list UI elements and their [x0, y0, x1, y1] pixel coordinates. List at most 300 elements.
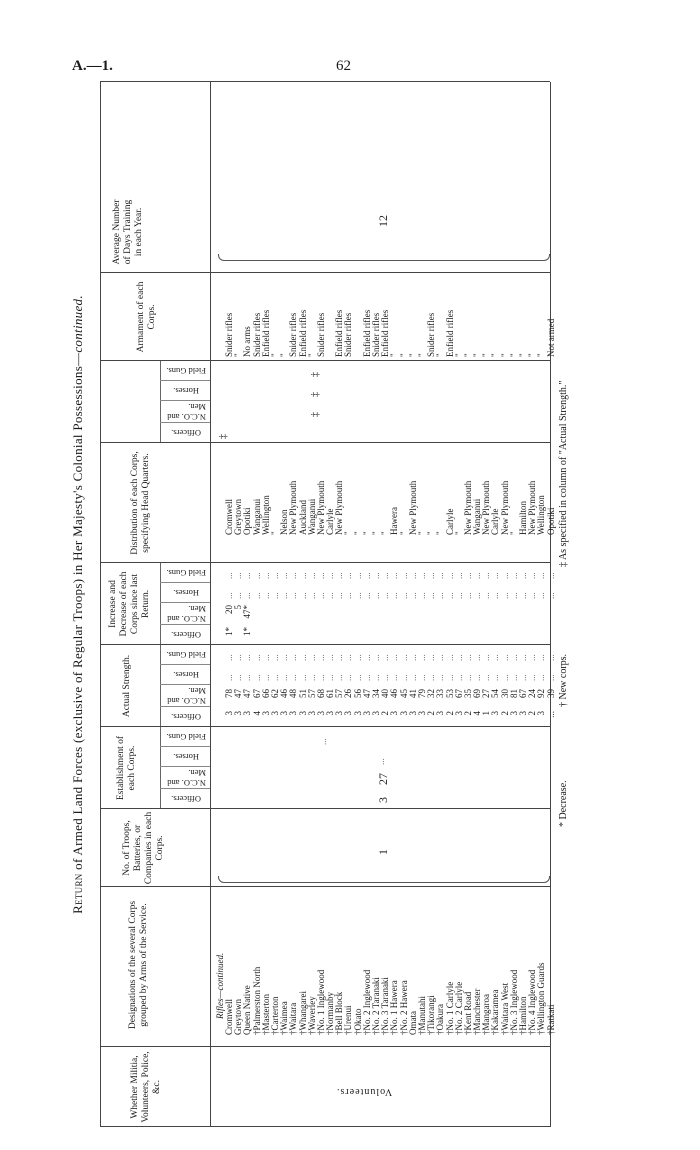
header-designations: Designations of the several Corps grouped by Arms of the Service.: [128, 900, 149, 1030]
table-cell: †Oakura: [435, 1004, 446, 1035]
table-cell: 3: [453, 711, 464, 716]
table-cell-dots: ...: [242, 592, 253, 599]
table-cell: †No. 2 Carlyle: [453, 981, 464, 1035]
table-cell: †Waimea: [279, 1001, 290, 1035]
table-cell: ": [233, 353, 244, 357]
table-cell-dots: ...: [389, 674, 400, 681]
table-cell: †Okato: [352, 1008, 363, 1035]
table-cell-dots: ...: [508, 592, 519, 599]
table-cell-dots: ...: [407, 592, 418, 599]
table-cell: 3: [435, 711, 446, 716]
table-cell-dots: ...: [279, 592, 290, 599]
dist-nco-mark: ‡: [310, 412, 321, 417]
table-cell: New Plymouth: [288, 480, 299, 535]
rotated-table-frame: [70, 82, 630, 1127]
table-cell: [317, 605, 326, 625]
table-cell: ": [398, 353, 409, 357]
table-cell: [464, 627, 473, 645]
table-cell: [464, 605, 473, 625]
table-cell-dots: ...: [426, 654, 437, 661]
table-cell-dots: ...: [453, 592, 464, 599]
table-cell: 62: [269, 689, 280, 698]
table-cell: ": [269, 531, 280, 535]
sub-est-officers: Officers.: [171, 794, 201, 804]
table-cell: [262, 627, 271, 645]
table-cell: 3: [407, 711, 418, 716]
table-cell-dots: ...: [545, 592, 556, 599]
table-cell-dots: ...: [242, 572, 253, 579]
table-cell: ": [472, 353, 483, 357]
table-cell: New Plymouth: [334, 480, 345, 535]
table-cell-dots: ...: [462, 592, 473, 599]
table-cell: Cromwell: [224, 999, 234, 1035]
table-cell: Queen Native: [242, 985, 253, 1035]
header-troops: No. of Troops, Batteries, or Companies in each Corps.: [122, 811, 165, 885]
table-cell: New Plymouth: [315, 480, 326, 535]
table-cell: ": [536, 353, 547, 357]
table-cell: [427, 627, 436, 645]
table-cell: †Waitara: [288, 1002, 299, 1035]
table-cell-dots: ...: [297, 572, 308, 579]
table-cell-dots: ...: [380, 592, 391, 599]
table-cell: [363, 627, 372, 645]
sub-dist-officers: Officers.: [171, 428, 201, 438]
column-head-quarters: [225, 445, 556, 535]
table-cell: [409, 605, 418, 625]
column-actual-nco: [225, 689, 556, 707]
table-cell: 3: [260, 711, 271, 716]
table-cell: [335, 605, 344, 625]
table-cell: †Manutahi: [416, 996, 427, 1035]
column-actual-horses: [225, 667, 556, 681]
table-cell: [253, 627, 262, 645]
table-cell: Carlyle: [325, 508, 336, 535]
table-cell: 3: [508, 711, 519, 716]
table-cell-dots: ...: [352, 572, 363, 579]
table-cell: Enfield rifles: [361, 309, 372, 357]
table-cell-dots: ...: [269, 592, 280, 599]
table-cell: 2: [527, 711, 538, 716]
table-cell-dots: ...: [371, 654, 381, 661]
bracket-average: [218, 254, 550, 261]
table-cell: [482, 627, 491, 645]
table-cell: [491, 605, 500, 625]
table-cell: Nelson: [279, 509, 290, 535]
table-cell-dots: ...: [361, 572, 372, 579]
table-cell: ": [343, 531, 354, 535]
table-cell: 56: [352, 689, 363, 698]
table-cell-dots: ...: [435, 654, 446, 661]
table-cell: [308, 627, 317, 645]
table-cell: [381, 605, 390, 625]
table-cell-dots: ...: [490, 572, 501, 579]
table-cell-dots: ...: [334, 572, 345, 579]
table-cell: Snider rifles: [343, 312, 354, 357]
table-cell: Enfield rifles: [260, 309, 271, 357]
vrule: [100, 1126, 550, 1127]
table-cell: 3: [224, 711, 234, 716]
column-inc-guns: [225, 565, 556, 579]
table-cell: 47: [233, 689, 244, 698]
table-cell: 20: [224, 605, 234, 614]
table-cell-dots: ...: [288, 572, 299, 579]
table-cell: 32: [426, 689, 437, 698]
column-designations: [225, 889, 556, 1035]
table-cell: 69: [472, 689, 483, 698]
table-cell-dots: ...: [251, 592, 262, 599]
table-cell: [262, 605, 271, 625]
table-cell-dots: ...: [352, 592, 363, 599]
table-cell: 67: [251, 689, 262, 698]
table-cell: Auckland: [297, 500, 308, 535]
table-cell: 81: [508, 689, 519, 698]
table-cell: 5: [233, 605, 244, 610]
table-cell: [537, 627, 546, 645]
table-cell: ": [435, 353, 446, 357]
table-cell-dots: ...: [297, 674, 308, 681]
table-cell: ": [306, 353, 317, 357]
table-cell-dots: ...: [435, 572, 446, 579]
table-cell: ": [499, 353, 510, 357]
table-cell: 1: [481, 711, 492, 716]
table-cell: †No. 4 Inglewood: [527, 969, 538, 1035]
table-cell: 30: [499, 689, 510, 698]
table-cell: [299, 627, 308, 645]
table-cell: New Plymouth: [407, 480, 418, 535]
table-cell: ...: [545, 711, 556, 718]
table-cell-dots: ...: [444, 592, 455, 599]
table-cell: [446, 627, 455, 645]
table-cell-dots: ...: [416, 674, 427, 681]
sub-est-guns: Field Guns.: [166, 732, 206, 742]
table-cell: 3: [416, 711, 427, 716]
table-cell: 46: [279, 689, 290, 698]
est-horses-value: ...: [376, 758, 386, 765]
table-cell: 45: [398, 689, 409, 698]
table-cell-dots: ...: [269, 654, 280, 661]
table-cell-dots: ...: [334, 592, 345, 599]
table-cell: †Masterton: [260, 994, 271, 1035]
table-cell: [289, 627, 298, 645]
table-cell-dots: ...: [508, 654, 519, 661]
table-cell-dots: ...: [398, 572, 409, 579]
rule-header-bottom: [210, 82, 211, 1127]
table-cell: 33: [435, 689, 446, 698]
table-cell-dots: ...: [224, 654, 234, 661]
table-cell: 2: [444, 711, 455, 716]
table-cell-dots: ...: [389, 572, 400, 579]
table-cell: [482, 605, 491, 625]
rule-increase: [160, 563, 161, 645]
table-cell: [491, 627, 500, 645]
table-cell: 3: [371, 711, 381, 716]
table-cell: [427, 605, 436, 625]
table-cell: Omata: [407, 1011, 418, 1035]
table-cell: 48: [288, 689, 299, 698]
table-cell-dots: ...: [361, 654, 372, 661]
table-cell-dots: ...: [352, 654, 363, 661]
table-cell: 3: [361, 711, 372, 716]
table-cell: 3: [315, 711, 326, 716]
table-cell: [501, 627, 510, 645]
table-cell-dots: ...: [499, 674, 510, 681]
table-cell: ": [352, 531, 363, 535]
table-cell: ": [279, 353, 290, 357]
table-cell-dots: ...: [426, 674, 437, 681]
table-cell: 3: [233, 711, 244, 716]
table-cell: †Urenui: [343, 1005, 354, 1035]
table-cell: [253, 605, 262, 625]
dist-officers-mark: ‡: [218, 434, 229, 439]
table-cell-dots: ...: [398, 592, 409, 599]
table-cell-dots: ...: [334, 654, 345, 661]
table-cell-dots: ...: [536, 572, 547, 579]
table-cell: [354, 627, 363, 645]
table-cell-dots: ...: [288, 592, 299, 599]
table-cell: †No. 1 Carlyle: [444, 981, 455, 1035]
table-cell: [280, 627, 289, 645]
table-cell: [473, 627, 482, 645]
table-cell: Enfield rifles: [334, 309, 345, 357]
table-cell: 79: [416, 689, 427, 698]
table-cell-dots: ...: [462, 654, 473, 661]
table-cell: [400, 605, 409, 625]
table-cell: Snider rifles: [288, 312, 299, 357]
table-cell: 51: [297, 689, 308, 698]
table-cell-dots: ...: [306, 592, 317, 599]
table-cell-dots: ...: [536, 592, 547, 599]
table-cell-dots: ...: [315, 654, 326, 661]
table-cell: †Normanby: [325, 992, 336, 1035]
table-cell: ": [435, 531, 446, 535]
sub-inc-guns: Field Guns.: [166, 568, 206, 578]
table-cell-dots: ...: [251, 654, 262, 661]
header-establishment: Establishment of each Corps.: [116, 735, 137, 801]
table-cell: Enfield rifles: [380, 309, 391, 357]
table-cell-dots: ...: [389, 592, 400, 599]
table-cell-dots: ...: [260, 654, 271, 661]
est-guns-value: ...: [318, 738, 328, 745]
table-cell: ": [269, 353, 280, 357]
table-cell: [418, 627, 427, 645]
table-cell-dots: ...: [352, 674, 363, 681]
table-cell: 57: [334, 689, 345, 698]
table-cell-dots: ...: [416, 572, 427, 579]
table-cell: [409, 627, 418, 645]
table-cell: 3: [536, 711, 547, 716]
table-cell: ": [453, 531, 464, 535]
table-cell: [473, 605, 482, 625]
table-cell: ": [481, 353, 492, 357]
table-cell: 3: [306, 711, 317, 716]
table-cell: 4: [251, 711, 262, 716]
table-cell-dots: ...: [472, 572, 483, 579]
table-cell: ": [490, 353, 501, 357]
table-cell-dots: ...: [472, 654, 483, 661]
table-cell: †Whangarei: [297, 991, 308, 1035]
table-cell: †No. 1 Inglewood: [315, 969, 326, 1035]
table-cell: †No. 3 Taranaki: [380, 977, 391, 1035]
table-cell-dots: ...: [224, 674, 234, 681]
title-lead: Return: [70, 873, 85, 914]
table-cell: †No. 2 Taranaki: [371, 977, 381, 1035]
table-cell: 34: [371, 689, 381, 698]
table-cell: [280, 605, 289, 625]
table-cell-dots: ...: [490, 674, 501, 681]
sub-act-guns: Field Guns.: [166, 650, 206, 660]
table-cell-dots: ...: [518, 654, 528, 661]
table-cell: 41: [407, 689, 418, 698]
table-cell-dots: ...: [545, 572, 556, 579]
table-cell-dots: ...: [462, 674, 473, 681]
table-cell-dots: ...: [380, 572, 391, 579]
table-cell: Hawera: [389, 507, 400, 535]
table-cell-dots: ...: [518, 674, 528, 681]
table-cell: 26: [343, 689, 354, 698]
table-cell: 53: [444, 689, 455, 698]
table-cell-dots: ...: [242, 674, 253, 681]
table-cell: Wanganui: [251, 498, 262, 535]
header-distribution: Distribution of each Corps, specifying Head Quarters.: [130, 451, 151, 555]
table-cell: Cromwell: [224, 499, 234, 535]
table-cell: ": [426, 531, 437, 535]
table-cell: 2: [462, 711, 473, 716]
table-cell-dots: ...: [306, 572, 317, 579]
table-cell-dots: ...: [224, 572, 234, 579]
table-cell: [381, 627, 390, 645]
table-cell: 78: [224, 689, 234, 698]
table-cell-dots: ...: [297, 592, 308, 599]
table-cell-dots: ...: [334, 674, 345, 681]
bracket-troops: [218, 876, 550, 883]
table-cell-dots: ...: [325, 674, 336, 681]
table-cell: Wanganui: [306, 498, 317, 535]
table-cell-dots: ...: [407, 572, 418, 579]
table-cell: Opotiki: [545, 507, 556, 535]
table-cell: 3: [269, 711, 280, 716]
table-cell-dots: ...: [269, 674, 280, 681]
table-cell: ": [508, 531, 519, 535]
table-cell-dots: ...: [426, 592, 437, 599]
table-cell: [455, 627, 464, 645]
table-cell: [289, 605, 298, 625]
table-cell-dots: ...: [269, 572, 280, 579]
table-cell: [519, 627, 528, 645]
table-cell: New Plymouth: [527, 480, 538, 535]
table-cell-dots: ...: [407, 674, 418, 681]
page-number: 62: [336, 58, 351, 74]
table-cell-dots: ...: [527, 592, 538, 599]
table-cell-dots: ...: [527, 654, 538, 661]
sub-dist-guns: Field Guns.: [166, 366, 206, 376]
table-cell-dots: ...: [297, 654, 308, 661]
footnote-new-corps: † New corps.: [558, 653, 569, 707]
rule-est: [160, 727, 161, 809]
rule-dist: [160, 361, 161, 443]
table-cell-dots: ...: [260, 674, 271, 681]
table-cell: [344, 627, 353, 645]
table-cell: 2: [426, 711, 437, 716]
table-cell: ": [462, 353, 473, 357]
table-cell-dots: ...: [325, 572, 336, 579]
sub-inc-officers: Officers.: [171, 630, 201, 640]
section-label-text: Rifles—continued.: [215, 952, 225, 1019]
table-cell-dots: ...: [453, 674, 464, 681]
table-cell: Hamilton: [518, 501, 528, 535]
table-cell: [519, 605, 528, 625]
table-cell-dots: ...: [233, 654, 244, 661]
table-cell-dots: ...: [472, 592, 483, 599]
table-cell: 67: [518, 689, 528, 698]
table-cell-dots: ...: [380, 654, 391, 661]
table-cell-dots: ...: [288, 654, 299, 661]
table-cell: Enfield rifles: [297, 309, 308, 357]
table-cell: 61: [325, 689, 336, 698]
table-cell: 92: [536, 689, 547, 698]
table-cell-dots: ...: [444, 674, 455, 681]
table-cell: †Carterton: [269, 996, 280, 1035]
table-cell-dots: ...: [536, 674, 547, 681]
table-cell-dots: ...: [315, 572, 326, 579]
table-cell: [335, 627, 344, 645]
table-cell: ": [389, 353, 400, 357]
table-cell-dots: ...: [389, 654, 400, 661]
table-cell-dots: ...: [380, 674, 391, 681]
table-cell: Carlyle: [490, 508, 501, 535]
sub-act-nco: N.C.O. and Men.: [167, 686, 206, 706]
table-cell-dots: ...: [472, 674, 483, 681]
table-cell: [271, 627, 280, 645]
table-cell: †Palmerston North: [251, 966, 262, 1035]
side-label-volunteers: Volunteers.: [336, 1086, 393, 1097]
table-cell: †Kent Road: [462, 991, 473, 1035]
table-cell: 2: [380, 711, 391, 716]
column-inc-officers: [225, 627, 556, 645]
table-cell-dots: ...: [416, 592, 427, 599]
vrule: [100, 272, 550, 273]
table-cell-dots: ...: [435, 674, 446, 681]
table-cell: 3: [242, 711, 253, 716]
table-cell: [308, 605, 317, 625]
header-whether: Whether Militia, Volunteers, Police, &c.: [130, 1051, 162, 1123]
table-cell: [299, 605, 308, 625]
table-cell: 27: [481, 689, 492, 698]
sub-est-nco: N.C.O. and Men.: [167, 768, 206, 788]
table-cell-dots: ...: [518, 572, 528, 579]
table-cell: †No. 2 Inglewood: [361, 969, 372, 1035]
table-cell-dots: ...: [407, 654, 418, 661]
table-cell: 3: [297, 711, 308, 716]
table-cell-dots: ...: [453, 572, 464, 579]
header-average: Average Number of Days Training in each Year.: [112, 199, 144, 265]
table-cell-dots: ...: [545, 654, 556, 661]
table-cell: †No. 3 Inglewood: [508, 969, 519, 1035]
table-cell: 2: [499, 711, 510, 716]
sub-act-officers: Officers.: [171, 712, 201, 722]
table-cell-dots: ...: [444, 572, 455, 579]
table-cell: †Waitara West: [499, 982, 510, 1035]
table-cell-dots: ...: [343, 572, 354, 579]
table-cell: Greytown: [233, 999, 244, 1035]
table-cell: Snider rifles: [224, 312, 234, 357]
table-cell-dots: ...: [426, 572, 437, 579]
table-cell: 39: [545, 689, 556, 698]
table-cell-dots: ...: [527, 674, 538, 681]
table-cell: ": [407, 353, 418, 357]
table-cell: Snider rifles: [315, 312, 326, 357]
table-cell: [455, 605, 464, 625]
table-cell: †Ratkati: [545, 1004, 556, 1035]
